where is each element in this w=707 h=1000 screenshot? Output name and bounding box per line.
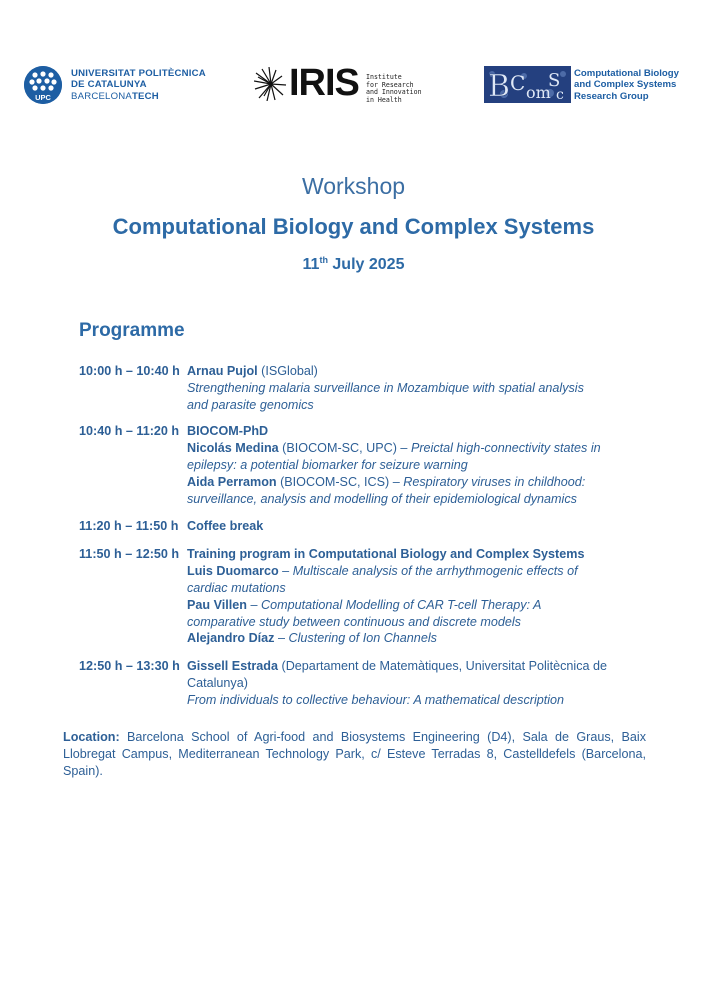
upc-line2: DE CATALUNYA (71, 79, 147, 91)
session-4c-talk: Clustering of Ion Channels (288, 631, 437, 645)
session-5-affiliation-1: (Departament de Matemàtiques, Universitat Politècnica de (278, 659, 608, 673)
session-4a-talk-1: Multiscale analysis of the arrhythmogenic effects of (292, 564, 578, 578)
session-5-time: 12:50 h – 13:30 h (79, 659, 180, 673)
session-4-time: 11:50 h – 12:50 h (79, 547, 180, 561)
session-4b-talk-1: Computational Modelling of CAR T-cell Therapy: A (260, 598, 542, 612)
session-1-talk-1 (187, 380, 584, 397)
session-4c-line-1 (187, 630, 437, 647)
session-4a-talk-2: cardiac mutations (187, 581, 286, 595)
session-5-line-1 (187, 658, 607, 675)
iris-subtitle (366, 74, 422, 104)
session-4a-line-2 (187, 580, 286, 597)
workshop-date (0, 255, 707, 274)
session-2b-line-1 (187, 474, 585, 491)
session-3-session: Coffee break (187, 519, 264, 533)
svg-text:C: C (510, 71, 526, 95)
session-2a-talk-1: Preictal high-connectivity states in (410, 441, 601, 455)
upc-line3b: TECH (131, 90, 159, 102)
svg-text:S: S (548, 70, 561, 91)
session-2-session: BIOCOM-PhD (187, 424, 269, 438)
session-2-title (187, 423, 268, 440)
session-4b-line-1 (187, 597, 541, 614)
programme-heading: Programme (79, 320, 185, 341)
session-5-speaker: Gissell Estrada (187, 659, 279, 673)
date-day-suffix: th (319, 255, 328, 265)
biocom-name (574, 68, 679, 102)
session-4a-speaker: Luis Duomarco (187, 564, 279, 578)
session-4b-sep: – (246, 598, 261, 612)
biocom-logo (484, 66, 571, 103)
session-3-title (187, 518, 263, 535)
session-2a-speaker: Nicolás Medina (187, 441, 279, 455)
biocom-line1: Computational Biology (574, 68, 679, 79)
workshop-kicker: Workshop (301, 173, 406, 199)
session-5-affiliation-2: Catalunya) (187, 676, 248, 690)
svg-text:B: B (488, 69, 511, 103)
session-2b-talk-2: surveillance, analysis and modelling of their epidemiological dynamics (187, 492, 577, 506)
svg-text:c: c (556, 87, 564, 103)
location-label: Location: (63, 730, 120, 744)
session-4c-sep: – (274, 631, 289, 645)
session-1-talk-text-2: and parasite genomics (187, 398, 314, 412)
session-4b-line-2 (187, 614, 521, 631)
session-1-talk-2 (187, 397, 314, 414)
session-4-title (187, 546, 584, 563)
session-1-time: 10:00 h – 10:40 h (79, 364, 180, 378)
session-2b-affiliation: (BIOCOM-SC, ICS) – (276, 475, 404, 489)
session-2b-line-2 (187, 491, 577, 508)
date-day: 11 (302, 256, 320, 273)
session-1-speaker-line (187, 363, 318, 380)
session-4a-sep: – (278, 564, 293, 578)
session-2-time: 10:40 h – 11:20 h (79, 424, 180, 438)
session-1-affiliation: (ISGlobal) (257, 364, 318, 378)
session-4b-speaker: Pau Villen (187, 598, 247, 612)
iris-sub1: Institute (366, 73, 402, 81)
iris-burst-icon (254, 67, 288, 101)
session-5-talk: From individuals to collective behaviour: A mathematical description (187, 693, 565, 707)
session-4c-speaker: Alejandro Díaz (187, 631, 275, 645)
session-5-line-3 (187, 692, 564, 709)
session-2a-talk-2: epilepsy: a potential biomarker for seizure warning (187, 458, 468, 472)
session-5-line-2 (187, 675, 248, 692)
iris-sub3: and Innovation (366, 88, 422, 97)
biocom-line2: and Complex Systems (574, 79, 677, 91)
location-text: Barcelona School of Agri-food and Biosystems Engineering (D4), Sala de Graus, Baix Llobregat Campus, Mediterranean Technology Park, c/ Esteve Terradas 8, Castelldefels (Barcelona, Spain). (63, 730, 646, 778)
location-paragraph (63, 729, 646, 780)
svg-text:om: om (526, 83, 551, 102)
iris-wordmark: IRIS (289, 62, 359, 104)
session-2a-affiliation: (BIOCOM-SC, UPC) – (278, 441, 411, 455)
upc-logo (24, 66, 62, 104)
date-month-year: July 2025 (332, 256, 405, 273)
session-2a-line-1 (187, 440, 601, 457)
biocom-line3: Research Group (574, 90, 649, 102)
session-2b-speaker: Aida Perramon (187, 475, 277, 489)
session-1-talk-text-1: Strengthening malaria surveillance in Mozambique with spatial analysis (187, 381, 584, 395)
session-3-time: 11:20 h – 11:50 h (79, 519, 179, 533)
upc-logo-mark: UPC (35, 93, 51, 102)
session-2b-talk-1: Respiratory viruses in childhood: (403, 475, 586, 489)
workshop-title: Computational Biology and Complex Systems (112, 214, 595, 239)
session-4-session: Training program in Computational Biology and Complex Systems (187, 547, 585, 561)
upc-line3a: BARCELONA (71, 90, 132, 102)
iris-sub4: in Health (366, 95, 402, 104)
session-4a-line-1 (187, 563, 578, 580)
session-4b-talk-2: comparative study between continuous and discrete models (187, 615, 521, 629)
iris-sub2: for Research (366, 80, 414, 89)
session-1-speaker: Arnau Pujol (187, 364, 258, 378)
session-2a-line-2 (187, 457, 468, 474)
upc-name (71, 68, 206, 102)
upc-line1: UNIVERSITAT POLITÈCNICA (71, 68, 206, 79)
